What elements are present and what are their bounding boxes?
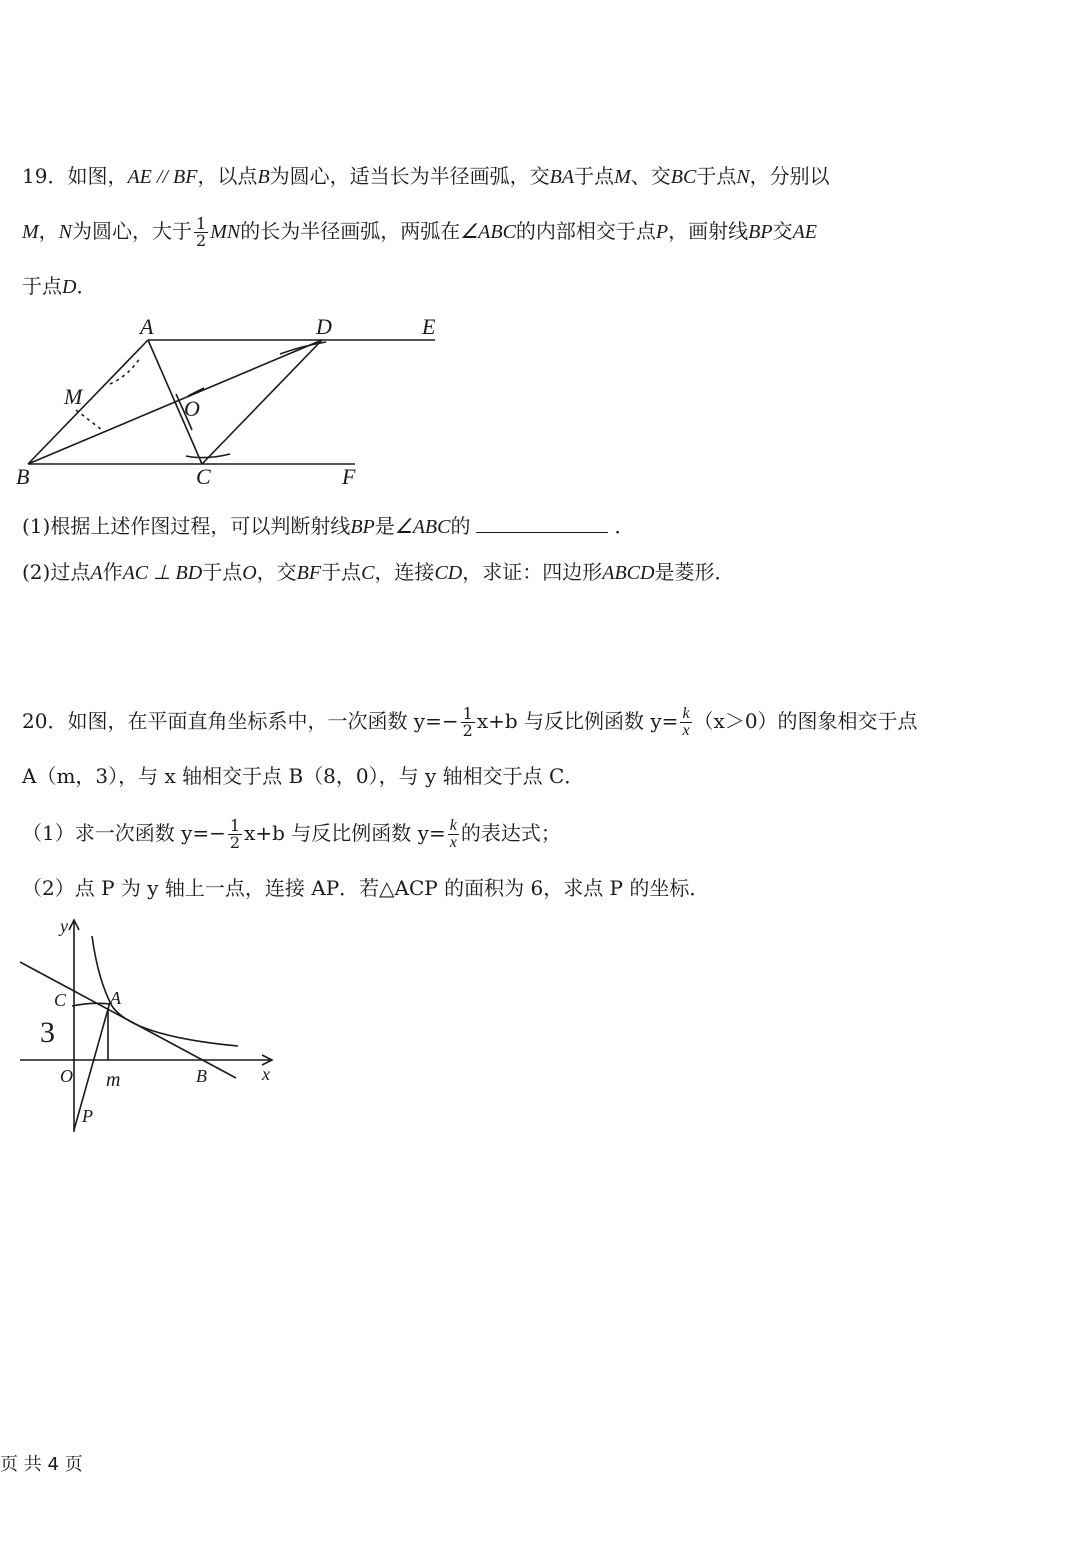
fraction-half: $\frac{1}{2}$: [229, 816, 241, 852]
q20-part-1: （1）求一次函数 y=− $\frac{1}{2}$ x+b 与反比例函数 y= $\frac{k}{x}$ 的表达式；: [22, 816, 561, 852]
label-A: A: [140, 314, 154, 339]
fraction-half: $\frac{1}{2}$: [462, 704, 473, 740]
label-A: A: [110, 988, 121, 1008]
label-B: B: [16, 464, 30, 489]
label-C: C: [196, 464, 211, 489]
q20-line-1: 20．如图，在平面直角坐标系中，一次函数 y=− $\frac{1}{2}$ x+b 与反比例函数 y= $\frac{k}{x}$ （x＞0）的图象相交于点: [22, 704, 918, 740]
label-E: E: [422, 314, 436, 339]
fraction-k-over-x: $\frac{k}{x}$: [682, 705, 690, 739]
fraction-k-over-x: $\frac{k}{x}$: [449, 817, 457, 851]
fraction-half: $\frac{1}{2}$: [196, 214, 207, 250]
q20-line-2: A（m，3），与 x 轴相交于点 B（8，0），与 y 轴相交于点 C．: [22, 764, 585, 788]
label-P: P: [82, 1106, 93, 1126]
label-O: O: [184, 396, 200, 421]
label-F: F: [342, 464, 356, 489]
answer-blank[interactable]: [476, 512, 608, 533]
label-B: B: [196, 1066, 207, 1086]
label-y: y: [60, 916, 68, 936]
label-D: D: [316, 314, 332, 339]
label-3: 3: [40, 1016, 55, 1049]
q20-coordinate-figure: [12, 910, 292, 1140]
q19-rhombus-figure: [10, 312, 470, 492]
page-footer: 页 共 4 页: [0, 1454, 83, 1475]
label-M: M: [64, 384, 83, 409]
q20-part-2: （2）点 P 为 y 轴上一点，连接 AP．若△ACP 的面积为 6，求点 P 的坐标．: [22, 876, 710, 900]
label-O: O: [60, 1066, 73, 1086]
q19-part-2: (2)过点A作AC ⊥ BD于点O，交BF于点C，连接CD，求证：四边形ABCD是菱形．: [22, 560, 735, 584]
label-C: C: [54, 990, 67, 1010]
q19-line-1: 19．如图，AE // BF，以点B为圆心，适当长为半径画弧，交BA于点M、交BC于点N，分别以: [22, 164, 830, 188]
q19-part-1: (1)根据上述作图过程，可以判断射线BP是∠ABC的 ．: [22, 514, 635, 538]
q19-line-3: 于点D．: [22, 274, 97, 298]
label-m: m: [106, 1069, 121, 1091]
label-x: x: [262, 1064, 270, 1084]
q19-line-2: M，N为圆心，大于 $\frac{1}{2}$ MN的长为半径画弧，两弧在∠ABC的内部相交于点P，画射线BP交AE: [22, 214, 817, 250]
